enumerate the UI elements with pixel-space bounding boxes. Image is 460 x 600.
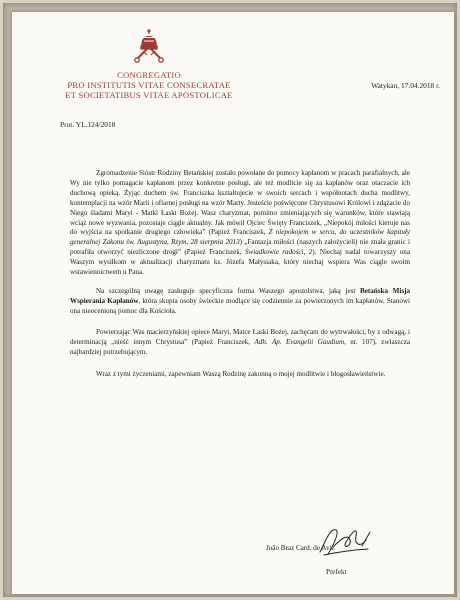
p1-text-a: Zgromadzenie Sióstr Rodziny Betańskiej zostało powołane do pomocy kapłanom w pracach parafialnych, ale Wy nie tylko pomagacie kapłanom przez konkretne posługi, ale też modlicie się za kapłanów oraz otaczacie ich duchową opieką. Żyjąc duchem św. Franciszka kształtujecie w swoich sercach i współnotach ducha modlitwy, kontemplacji na wzór Marii i ofiarnej posługi na wzór Marty. Jesteście poświęcone Chrystusowi Królowi i zdążacie do Niego śladami Maryi - Matki Łaski Bożej. Wasz charyzmat, pomimo zmieniających się warunków, które stawiają wciąż nowe wyzwania, pozostaje ciągle aktualny. Jak mówił Ojciec Święty Franciszek, „Niepokój miłości kieruje nas do wyjścia na spotkanie drugiego człowieka” (Papież Franciszek, <box>70 169 410 237</box>
p3-citation-italic: Adh. Ap. Evangelii Gaudium <box>254 338 345 347</box>
p1-citation-italic: Z niepokojem w sercu, do uczestników kapituły generalnej Zakonu św. Augustyna, Rzym, 28 sierpnia 2013 <box>70 228 410 247</box>
p1-text-b: ) „Fantazja miłości (naszych założycieli) nie znała granic i potrafiła otworzyć niezliczone drogi” (Papież Franciszek, <box>70 238 410 257</box>
org-line-3: ET SOCIETATIBUS VITAE APOSTOLICAE <box>65 90 233 101</box>
paragraph-2 <box>70 287 410 317</box>
p2-text-a: Na szczególną uwagę zasługuje specyficzna forma Waszego apostolstwa, jaką jest <box>96 286 360 295</box>
paragraph-3 <box>70 328 410 358</box>
place-date: Watykan, 17.04.2018 r. <box>371 81 440 90</box>
p3-text-a: Powierzając Was macierzyńskiej opiece Maryi, Matce Łaski Bożej, zachęcam do wytrwałości, by z odwagą, i determinacją „nieść innym Chrystusa” (Papież Franciszek, <box>70 328 410 347</box>
org-line-2: PRO INSTITUTIS VITAE CONSECRATAE <box>67 80 231 91</box>
congregation-header <box>44 70 254 101</box>
p1-text-c: , 2). Niechaj nadal towarzyszy ona Waszym wysiłkom w aktualizacji charyzmatu ks. Józefa Małysiaka, który niechaj wspiera Was ciągle swoim wstawiennictwem u Pana. <box>70 248 410 277</box>
signer-title: Prefekt <box>326 568 347 576</box>
p2-text-b: , która skupia osoby świeckie modlące się codziennie za powierzonych im kapłanów. Stanowi ona nieocenioną pomoc dla Kościoła. <box>70 296 410 315</box>
paragraph-1 <box>70 169 410 278</box>
letter-body <box>70 169 410 389</box>
p3-text-b: , nr. 107), zwłaszcza najbardziej potrzebującym. <box>70 338 410 357</box>
p2-bold-mission: Betańska Misja Wspierania Kapłanów <box>70 286 410 305</box>
papal-crest-icon <box>128 24 170 68</box>
protocol-number: Prot. YL.124/2018 <box>60 120 116 129</box>
handwritten-signature <box>312 522 382 562</box>
document-frame <box>3 3 457 597</box>
letter-page <box>12 12 454 594</box>
paragraph-4: Wraz z tymi życzeniami, zapewniam Waszą Rodzinę zakonną o mojej modlitwie i błogosławieństwie. <box>96 370 386 379</box>
p1-citation-italic-2: Świadkowie radości <box>245 248 304 257</box>
signer-name: João Braz Card. de Aviz <box>266 544 335 552</box>
org-line-1: CONGREGATIO <box>117 70 181 80</box>
